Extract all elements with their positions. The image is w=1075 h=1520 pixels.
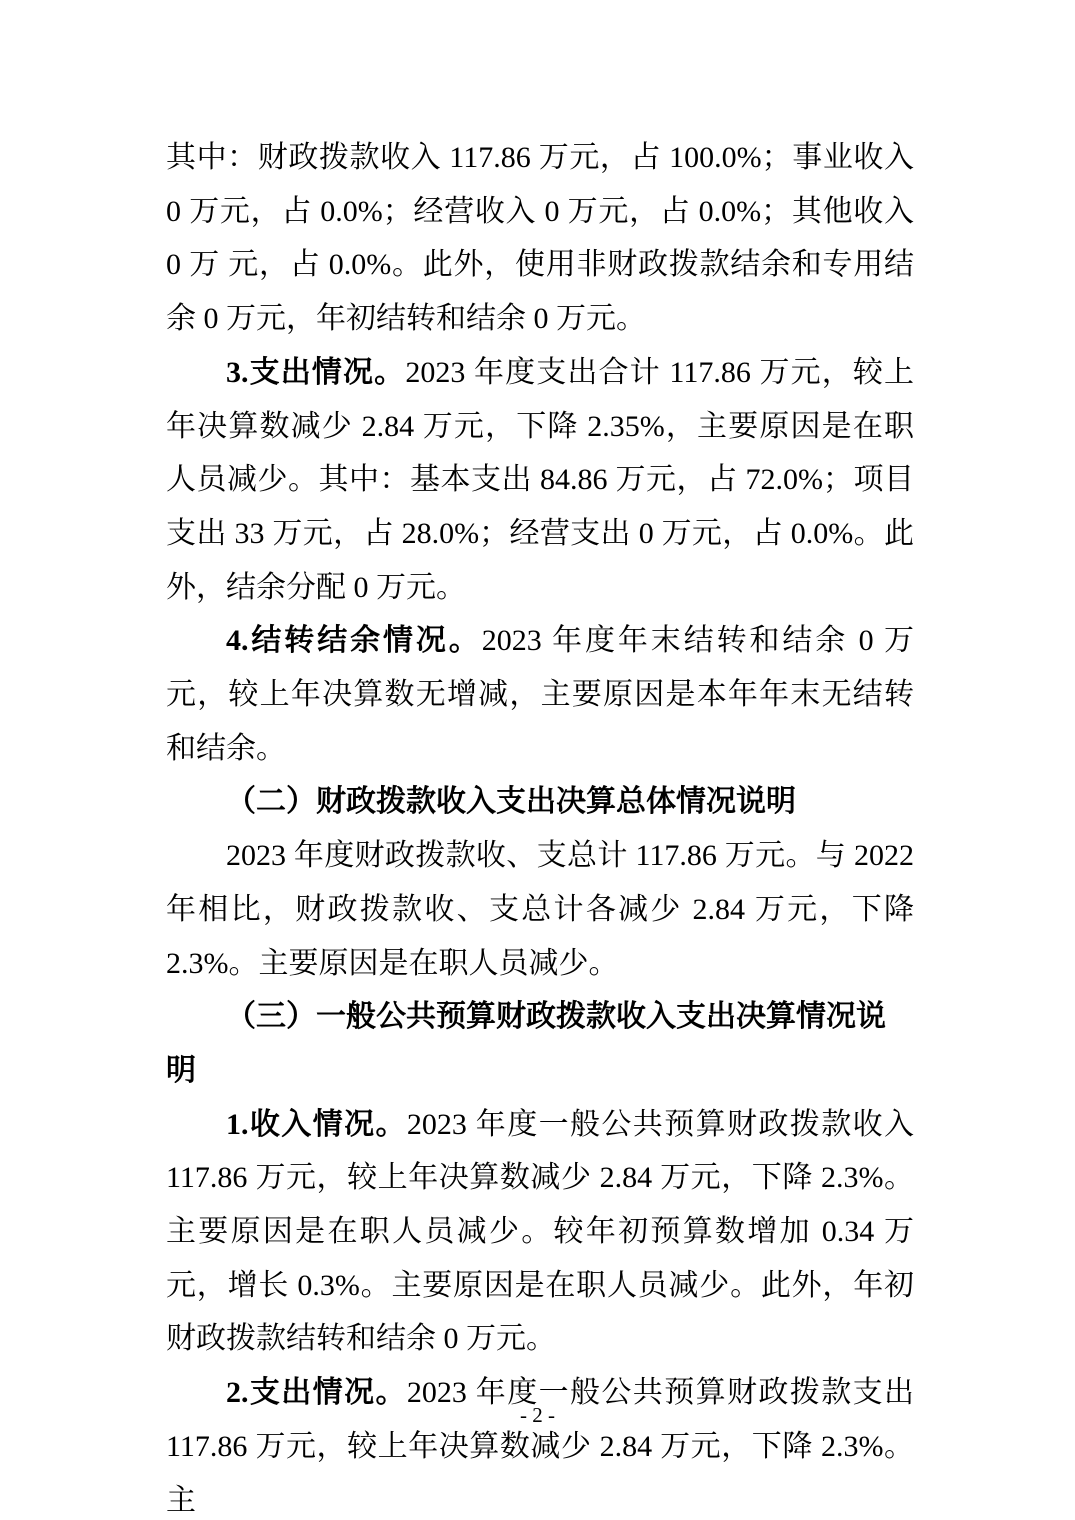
paragraph-lead: 1.收入情况。 [226,1107,407,1141]
paragraph-fiscal-appropriation-total [166,829,914,990]
section-heading-general-public-budget [166,990,914,1097]
document-body [166,131,914,1520]
paragraph-carryover-overview [166,614,914,775]
paragraph-lead: 4.结转结余情况。 [226,624,482,658]
paragraph-lead: 3.支出情况。 [226,355,406,389]
paragraph-income-breakdown [166,131,914,346]
paragraph-text: 2023 年度支出合计 117.86 万元，较上年决算数减少 2.84 万元，下降 2.35%，主要原因是在职人员减少。其中：基本支出 84.86 万元，占 72.0%；项目支出 33 万元，占 28.0%；经营支出 0 万元，占 0.0%。此外，结余分配 0 万元。 [166,355,914,604]
paragraph-text: 2023 年度财政拨款收、支总计 117.86 万元。与 2022 年相比，财政拨款收、支总计各减少 2.84 万元，下降 2.3%。主要原因是在职人员减少。 [166,839,914,980]
paragraph-text: 2023 年度一般公共预算财政拨款支出 117.86 万元，较上年决算数减少 2.84 万元，下降 2.3%。主 [166,1376,915,1517]
paragraph-expenditure-overview [166,346,914,615]
heading-text: （三）一般公共预算财政拨款收入支出决算情况说明 [166,1000,886,1087]
section-heading-fiscal-appropriation [166,775,914,829]
paragraph-text: 其中：财政拨款收入 117.86 万元，占 100.0%；事业收入 0 万元，占 0.0%；经营收入 0 万元，占 0.0%；其他收入 0 万 元，占 0.0%。此外，使用非财政拨款结余和专用结余 0 万元，年初结转和结余 0 万元。 [166,141,914,336]
paragraph-lead: 2.支出情况。 [226,1376,407,1410]
page-number: - 2 - [520,1403,555,1427]
heading-text: （二）财政拨款收入支出决算总体情况说明 [226,785,796,819]
paragraph-general-budget-income [166,1098,914,1367]
paragraph-general-budget-expenditure [166,1366,914,1520]
paragraph-text: 2023 年度一般公共预算财政拨款收入 117.86 万元，较上年决算数减少 2.84 万元，下降 2.3%。主要原因是在职人员减少。较年初预算数增加 0.34 万元，增长 0.3%。主要原因是在职人员减少。此外，年初财政拨款结转和结余 0 万元。 [166,1107,915,1356]
paragraph-text: 2023 年度年末结转和结余 0 万元，较上年决算数无增减，主要原因是本年年末无结转和结余。 [166,624,915,765]
page-footer [0,1400,1075,1430]
